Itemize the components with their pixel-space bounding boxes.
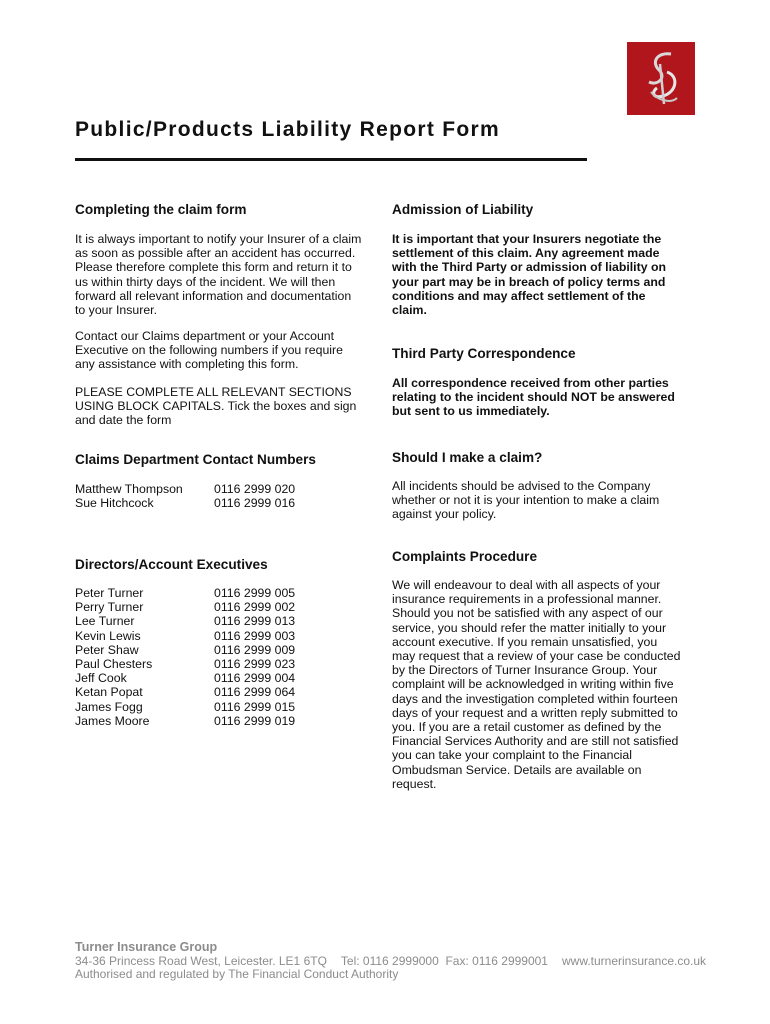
section-admission xyxy=(392,202,702,317)
logo-swirl-icon xyxy=(627,42,695,115)
text-line: Please therefore complete this form and return it to xyxy=(75,260,352,275)
section-body xyxy=(392,232,702,317)
contact-name: Paul Chesters xyxy=(75,657,153,672)
contact-name: Peter Turner xyxy=(75,586,144,600)
contact-row xyxy=(75,643,385,657)
text-line: request. xyxy=(392,776,437,791)
text-line: All correspondence received from other parties xyxy=(392,376,669,390)
contact-phone: 0116 2999 064 xyxy=(214,685,296,700)
text-line: as soon as possible after an accident has occurred. xyxy=(75,246,356,261)
section-directors xyxy=(75,557,385,728)
text-line: Contact our Claims department or your Account xyxy=(75,329,335,343)
section-body xyxy=(75,329,385,372)
section-heading: Claims Department Contact Numbers xyxy=(75,452,316,467)
title-divider xyxy=(75,158,587,161)
contact-phone: 0116 2999 005 xyxy=(214,586,296,600)
contact-row xyxy=(75,685,385,699)
contact-name: Sue Hitchcock xyxy=(75,496,154,511)
text-line: forward all relevant information and documentation xyxy=(75,288,352,303)
contact-name: Jeff Cook xyxy=(75,671,127,686)
text-line: It is important that your Insurers negotiate the xyxy=(392,232,662,246)
contact-phone: 0116 2999 009 xyxy=(214,642,296,657)
section-contact-paragraph xyxy=(75,329,385,372)
contact-list xyxy=(75,586,385,728)
contact-name: Matthew Thompson xyxy=(75,482,183,496)
footer-regulation: Authorised and regulated by The Financial Conduct Authority xyxy=(75,967,399,982)
contact-phone: 0116 2999 004 xyxy=(214,671,296,686)
page-footer xyxy=(75,941,706,982)
footer-contact-line xyxy=(75,955,706,969)
section-heading: Complaints Procedure xyxy=(392,549,538,564)
text-line: you can take your complaint to the Financial xyxy=(392,748,632,763)
text-line: Should you not be satisfied with any aspect of our xyxy=(392,606,663,621)
text-line: against your policy. xyxy=(392,507,497,522)
text-line: USING BLOCK CAPITALS. Tick the boxes and sign xyxy=(75,399,357,414)
text-line: relating to the incident should NOT be answered xyxy=(392,390,675,405)
text-line: claim. xyxy=(392,303,427,318)
contact-name: James Fogg xyxy=(75,699,143,714)
text-line: days and the investigation completed within fourteen xyxy=(392,691,678,706)
footer-company: Turner Insurance Group xyxy=(75,940,218,954)
section-block-capitals xyxy=(75,385,385,428)
text-line: account executive. If you remain unsatisfied, you xyxy=(392,634,658,649)
text-line: whether or not it is your intention to make a claim xyxy=(392,493,660,508)
contact-phone: 0116 2999 003 xyxy=(214,628,296,643)
text-line: Financial Services Authority and are still not satisfied xyxy=(392,734,679,749)
text-line: by the Directors of Turner Insurance Group. Your xyxy=(392,663,658,678)
contact-name: Lee Turner xyxy=(75,614,135,629)
section-completing xyxy=(75,202,385,317)
contact-phone: 0116 2999 002 xyxy=(214,600,296,615)
text-line: and date the form xyxy=(75,413,172,428)
section-heading: Admission of Liability xyxy=(392,202,534,217)
footer-fax: Fax: 0116 2999001 xyxy=(445,953,548,968)
section-heading: Should I make a claim? xyxy=(392,450,543,465)
text-line: complaint will be acknowledged in writing within five xyxy=(392,677,674,692)
section-body xyxy=(392,479,702,522)
text-line: you. If you are a retail customer as defined by the xyxy=(392,720,662,735)
section-third-party xyxy=(392,346,702,419)
contact-name: Peter Shaw xyxy=(75,642,139,657)
text-line: PLEASE COMPLETE ALL RELEVANT SECTIONS xyxy=(75,385,352,399)
contact-phone: 0116 2999 020 xyxy=(214,482,296,496)
text-line: It is always important to notify your Insurer of a claim xyxy=(75,232,362,246)
section-body xyxy=(392,578,702,791)
text-line: but sent to us immediately. xyxy=(392,404,550,419)
contact-name: Ketan Popat xyxy=(75,685,143,700)
section-should-claim xyxy=(392,450,702,522)
contact-phone: 0116 2999 019 xyxy=(214,713,296,728)
contact-name: Kevin Lewis xyxy=(75,628,141,643)
contact-row xyxy=(75,586,385,600)
text-line: to your Insurer. xyxy=(75,303,158,318)
section-body xyxy=(75,385,385,428)
footer-tel: Tel: 0116 2999000 xyxy=(340,953,439,968)
contact-row xyxy=(75,714,385,728)
contact-list xyxy=(75,482,385,510)
contact-row xyxy=(75,600,385,614)
text-line: days of your request and a written reply submitted to xyxy=(392,705,678,720)
contact-phone: 0116 2999 016 xyxy=(214,496,296,511)
text-line: with the Third Party or admission of liability on xyxy=(392,260,666,275)
contact-row xyxy=(75,496,385,510)
section-heading: Third Party Correspondence xyxy=(392,346,576,361)
text-line: Ombudsman Service. Details are available on xyxy=(392,762,642,777)
section-heading: Completing the claim form xyxy=(75,202,247,217)
text-line: us within thirty days of the incident. We will then xyxy=(75,274,336,289)
section-body xyxy=(392,376,702,419)
text-line: conditions and may affect settlement of the xyxy=(392,288,646,303)
text-line: may request that a review of your case be conducted xyxy=(392,649,681,664)
footer-website: www.turnerinsurance.co.uk xyxy=(561,953,707,968)
text-line: your part may be in breach of policy terms and xyxy=(392,274,666,289)
contact-phone: 0116 2999 023 xyxy=(214,657,296,672)
contact-row xyxy=(75,482,385,496)
contact-phone: 0116 2999 013 xyxy=(214,614,296,629)
contact-row xyxy=(75,671,385,685)
footer-address: 34-36 Princess Road West, Leicester. LE1 6TQ xyxy=(75,953,327,968)
contact-row xyxy=(75,657,385,671)
section-body xyxy=(75,232,385,317)
page-title: Public/Products Liability Report Form xyxy=(75,118,500,141)
text-line: We will endeavour to deal with all aspects of your xyxy=(392,578,661,592)
text-line: insurance requirements in a professional manner. xyxy=(392,592,662,607)
section-heading: Directors/Account Executives xyxy=(75,557,268,572)
contact-name: Perry Turner xyxy=(75,600,144,615)
contact-row xyxy=(75,700,385,714)
text-line: settlement of this claim. Any agreement made xyxy=(392,246,660,261)
section-complaints xyxy=(392,549,702,791)
contact-name: James Moore xyxy=(75,713,150,728)
text-line: service, you should refer the matter initially to your xyxy=(392,620,667,635)
contact-row xyxy=(75,614,385,628)
contact-row xyxy=(75,629,385,643)
text-line: Executive on the following numbers if you require xyxy=(75,343,343,358)
contact-phone: 0116 2999 015 xyxy=(214,699,296,714)
text-line: any assistance with completing this form. xyxy=(75,357,299,372)
text-line: All incidents should be advised to the Company xyxy=(392,479,651,493)
company-logo xyxy=(627,42,695,115)
section-claims-contacts xyxy=(75,452,385,510)
